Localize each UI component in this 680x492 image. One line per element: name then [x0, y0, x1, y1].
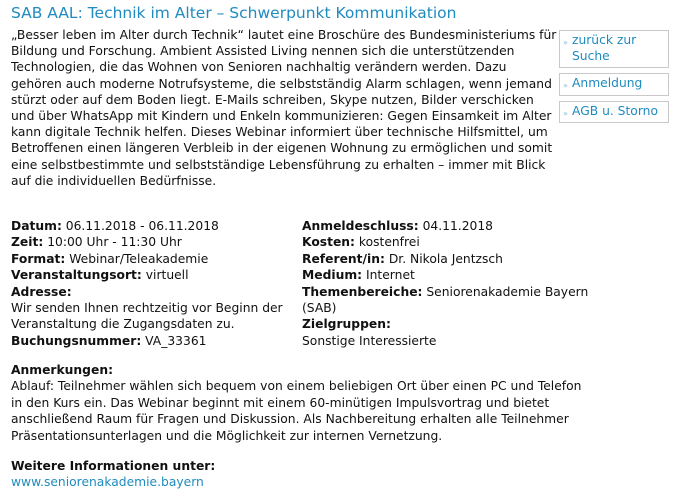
remarks-text: Ablauf: Teilnehmer wählen sich bequem von einem beliebigen Ort über einen PC und Telefon in den Kurs ein. Das Webinar beginnt mit einem 60-minütigen Impulsvortrag und bietet anschließend Raum für Fragen und Diskussion. Als Nachbereitung erhalten alle Teilnehmer Präsentationsunterlagen und die Möglichkeit zur internen Vernetzung.	[11, 379, 582, 443]
medium-row	[302, 267, 602, 283]
time-value: 10:00 Uhr - 11:30 Uhr	[43, 235, 182, 250]
format-label: Format:	[11, 251, 66, 266]
medium-label: Medium:	[302, 268, 363, 283]
speaker-row	[302, 251, 602, 267]
target-groups-label-row	[302, 316, 602, 332]
registration-label: Anmeldung	[572, 76, 643, 90]
venue-row	[11, 267, 291, 283]
date-row	[11, 218, 291, 234]
website-link[interactable]: www.seniorenakademie.bayern	[11, 475, 204, 490]
topics-label: Themenbereiche:	[302, 284, 423, 299]
remarks-section	[11, 362, 586, 444]
registration-deadline-value: 04.11.2018	[418, 219, 493, 233]
medium-value: Internet	[362, 268, 415, 283]
topics-value: Seniorenakademie Bayern (SAB)	[302, 284, 589, 316]
booking-number-row	[11, 333, 291, 349]
venue-label: Veranstaltungsort:	[11, 268, 142, 283]
registration-link[interactable]	[559, 73, 669, 96]
target-groups-label: Zielgruppen:	[302, 317, 391, 332]
registration-deadline-row	[302, 218, 602, 234]
more-info-section	[11, 458, 215, 491]
arrow-bullet-icon: »	[563, 38, 568, 47]
booking-number-value: VA_33361	[141, 333, 207, 348]
topics-row	[302, 284, 602, 317]
terms-cancellation-link[interactable]	[559, 101, 669, 124]
page-title: SAB AAL: Technik im Alter – Schwerpunkt Kommunikation	[11, 4, 457, 22]
details-right-column	[302, 218, 602, 349]
speaker-label: Referent/in:	[302, 251, 385, 266]
back-to-search-label: zurück zur Suche	[572, 33, 637, 63]
details-left-column	[11, 218, 291, 349]
date-value: 06.11.2018 - 06.11.2018	[61, 219, 219, 233]
arrow-bullet-icon: »	[563, 81, 568, 90]
speaker-value: Dr. Nikola Jentzsch	[384, 251, 503, 266]
address-value: Wir senden Ihnen rechtzeitig vor Beginn der Veranstaltung die Zugangsdaten zu.	[11, 301, 283, 332]
date-label: Datum:	[11, 219, 62, 233]
more-info-heading: Weitere Informationen unter:	[11, 459, 216, 473]
cost-label: Kosten:	[302, 235, 355, 250]
time-row	[11, 234, 291, 250]
remarks-heading: Anmerkungen:	[11, 363, 113, 377]
cost-row	[302, 234, 602, 250]
target-groups-value: Sonstige Interessierte	[302, 333, 437, 348]
venue-value: virtuell	[141, 268, 189, 283]
intro-text: „Besser leben im Alter durch Technik“ lautet eine Broschüre des Bundesministeriums für Bildung und Forschung. Ambient Assisted Living nennen sich die unterstützenden Technologien, die das Wohnen von Senioren nachhaltig verändern werden. Dazu gehören auch moderne Notrufsysteme, die selbstständig Alarm schlagen, wenn jemand stürzt oder auf dem Boden liegt. E-Mails schreiben, Skype nutzen, Bilder verschicken und über WhatsApp mit Kindern und Enkeln kommunizieren: Gegen Einsamkeit im Alter kann digitale Technik helfen. Dieses Webinar informiert über technische Hilfsmittel, um Betroffenen einen längeren Verbleib in der eigenen Wohnung zu ermöglichen und somit eine selbstbestimmte und selbstständige Lebensführung zu erhalten – immer mit Blick auf die individuellen Bedürfnisse.	[11, 28, 557, 188]
address-label: Adresse:	[11, 284, 72, 299]
registration-deadline-label: Anmeldeschluss:	[302, 219, 419, 233]
cost-value: kostenfrei	[354, 235, 420, 250]
time-label: Zeit:	[11, 235, 44, 250]
address-label-row	[11, 284, 291, 300]
terms-cancellation-label: AGB u. Storno	[572, 103, 658, 118]
booking-number-label: Buchungsnummer:	[11, 333, 142, 348]
format-row	[11, 251, 291, 267]
format-value: Webinar/Teleakademie	[65, 251, 209, 266]
back-to-search-link[interactable]	[559, 30, 669, 68]
arrow-bullet-icon: »	[563, 108, 568, 118]
side-navigation	[559, 30, 669, 128]
